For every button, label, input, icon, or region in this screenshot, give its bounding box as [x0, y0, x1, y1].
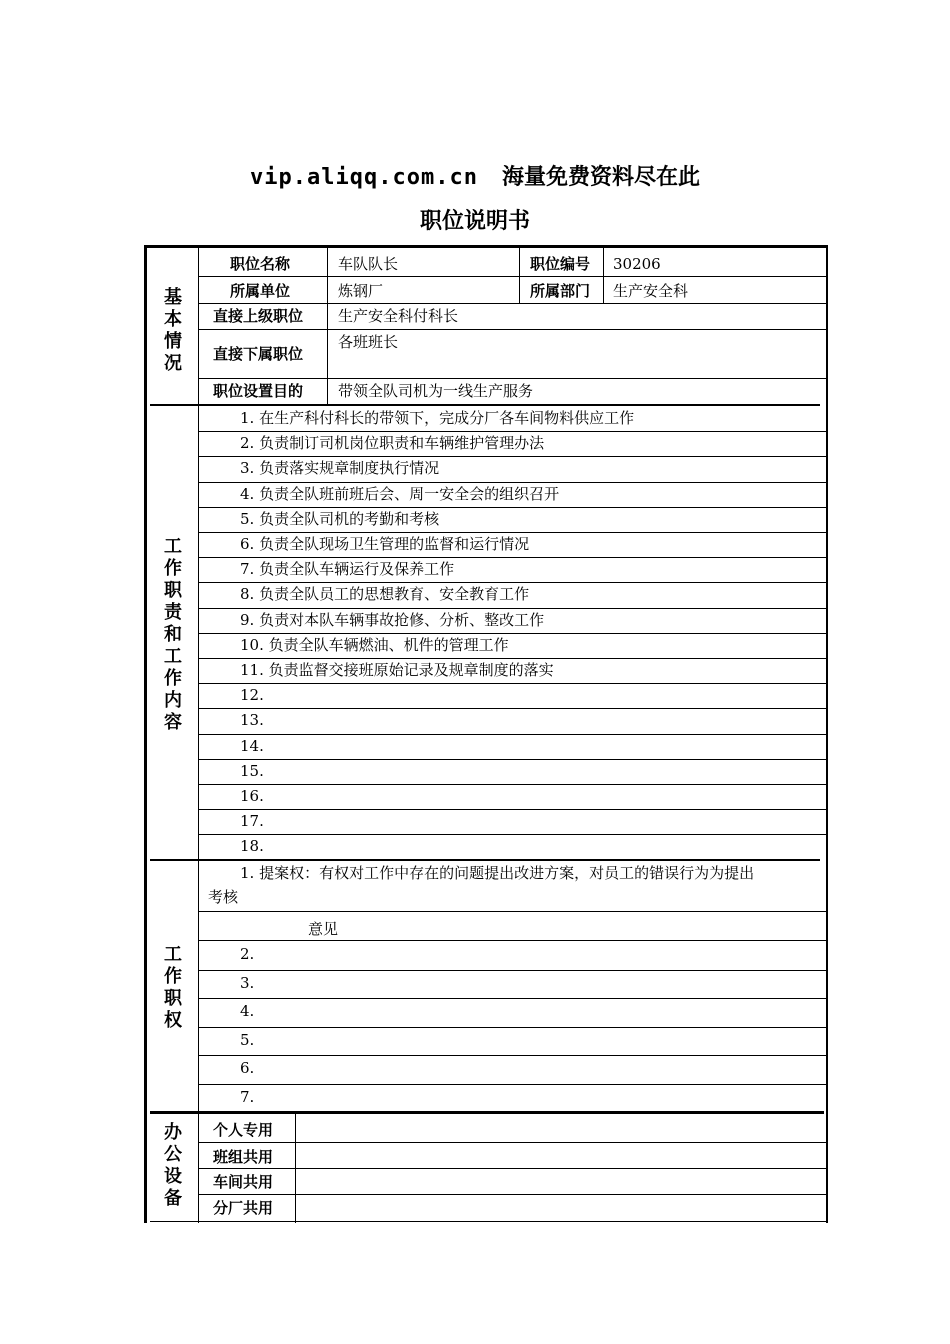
duty-item: 12. — [240, 686, 264, 705]
subordinate-value: 各班班长 — [338, 333, 399, 351]
dept-value: 生产安全科 — [613, 282, 689, 300]
duty-item: 17. — [240, 812, 264, 831]
position-code-label: 职位编号 — [530, 255, 591, 273]
dept-label: 所属部门 — [530, 282, 591, 300]
subordinate-label: 直接下属职位 — [213, 345, 304, 363]
site-banner — [0, 160, 950, 191]
authority-item: 3. — [240, 973, 255, 992]
position-code-value: 30206 — [613, 255, 661, 273]
site-slogan: 海量免费资料尽在此 — [501, 165, 700, 190]
document-title: 职位说明书 — [419, 209, 530, 234]
duty-item: 6. 负责全队现场卫生管理的监督和运行情况 — [240, 535, 530, 553]
duty-item: 10. 负责全队车辆燃油、机件的管理工作 — [240, 635, 509, 654]
duty-item: 3. 负责落实规章制度执行情况 — [240, 459, 440, 478]
unit-value: 炼钢厂 — [338, 282, 384, 300]
purpose-label: 职位设置目的 — [213, 382, 304, 400]
unit-label: 所属单位 — [230, 282, 291, 300]
authority-item-1-cont: 考核 — [208, 888, 239, 906]
position-name-label: 职位名称 — [230, 255, 291, 273]
superior-value: 生产安全科付科长 — [338, 307, 459, 325]
authority-item: 5. — [240, 1030, 255, 1049]
position-name-value: 车队队长 — [338, 255, 399, 273]
equipment-row-workshop: 车间共用 — [213, 1173, 274, 1191]
authority-item: 7. — [240, 1088, 255, 1106]
authority-item-1-cont2: 意见 — [308, 920, 339, 938]
purpose-value: 带领全队司机为一线生产服务 — [338, 382, 534, 400]
duty-item: 11. 负责监督交接班原始记录及规章制度的落实 — [240, 661, 554, 679]
duty-item: 8. 负责全队员工的思想教育、安全教育工作 — [240, 585, 530, 604]
duty-item: 5. 负责全队司机的考勤和考核 — [240, 509, 440, 528]
authority-item-1: 1. 提案权：有权对工作中存在的问题提出改进方案，对员工的错误行为为提出 — [240, 864, 755, 882]
superior-label: 直接上级职位 — [213, 307, 304, 325]
section-duties-label: 工 作 职 责 和 工 作 内 容 — [164, 536, 182, 733]
section-equipment-label: 办 公 设 备 — [164, 1122, 182, 1209]
duty-item: 13. — [240, 711, 264, 730]
duty-item: 18. — [240, 837, 264, 856]
duty-item: 15. — [240, 761, 264, 780]
duty-item: 16. — [240, 787, 264, 805]
site-url: vip.aliqq.com.cn — [250, 165, 478, 190]
section-basic-label: 基 本 情 况 — [164, 287, 182, 374]
equipment-row-branch: 分厂共用 — [213, 1199, 274, 1217]
duty-item: 7. 负责全队车辆运行及保养工作 — [240, 560, 455, 579]
duty-item: 1. 在生产科付科长的带领下，完成分厂各车间物料供应工作 — [240, 409, 635, 427]
authority-item: 4. — [240, 1002, 255, 1021]
equipment-row-team: 班组共用 — [213, 1148, 274, 1166]
duty-item: 14. — [240, 736, 264, 755]
duty-item: 2. 负责制订司机岗位职责和车辆维护管理办法 — [240, 434, 545, 453]
equipment-row-personal: 个人专用 — [213, 1121, 274, 1139]
authority-item: 6. — [240, 1059, 255, 1078]
duty-item: 4. 负责全队班前班后会、周一安全会的组织召开 — [240, 484, 560, 503]
duty-item: 9. 负责对本队车辆事故抢修、分析、整改工作 — [240, 610, 545, 629]
authority-item: 2. — [240, 945, 255, 963]
section-authority-label: 工 作 职 权 — [164, 944, 182, 1031]
